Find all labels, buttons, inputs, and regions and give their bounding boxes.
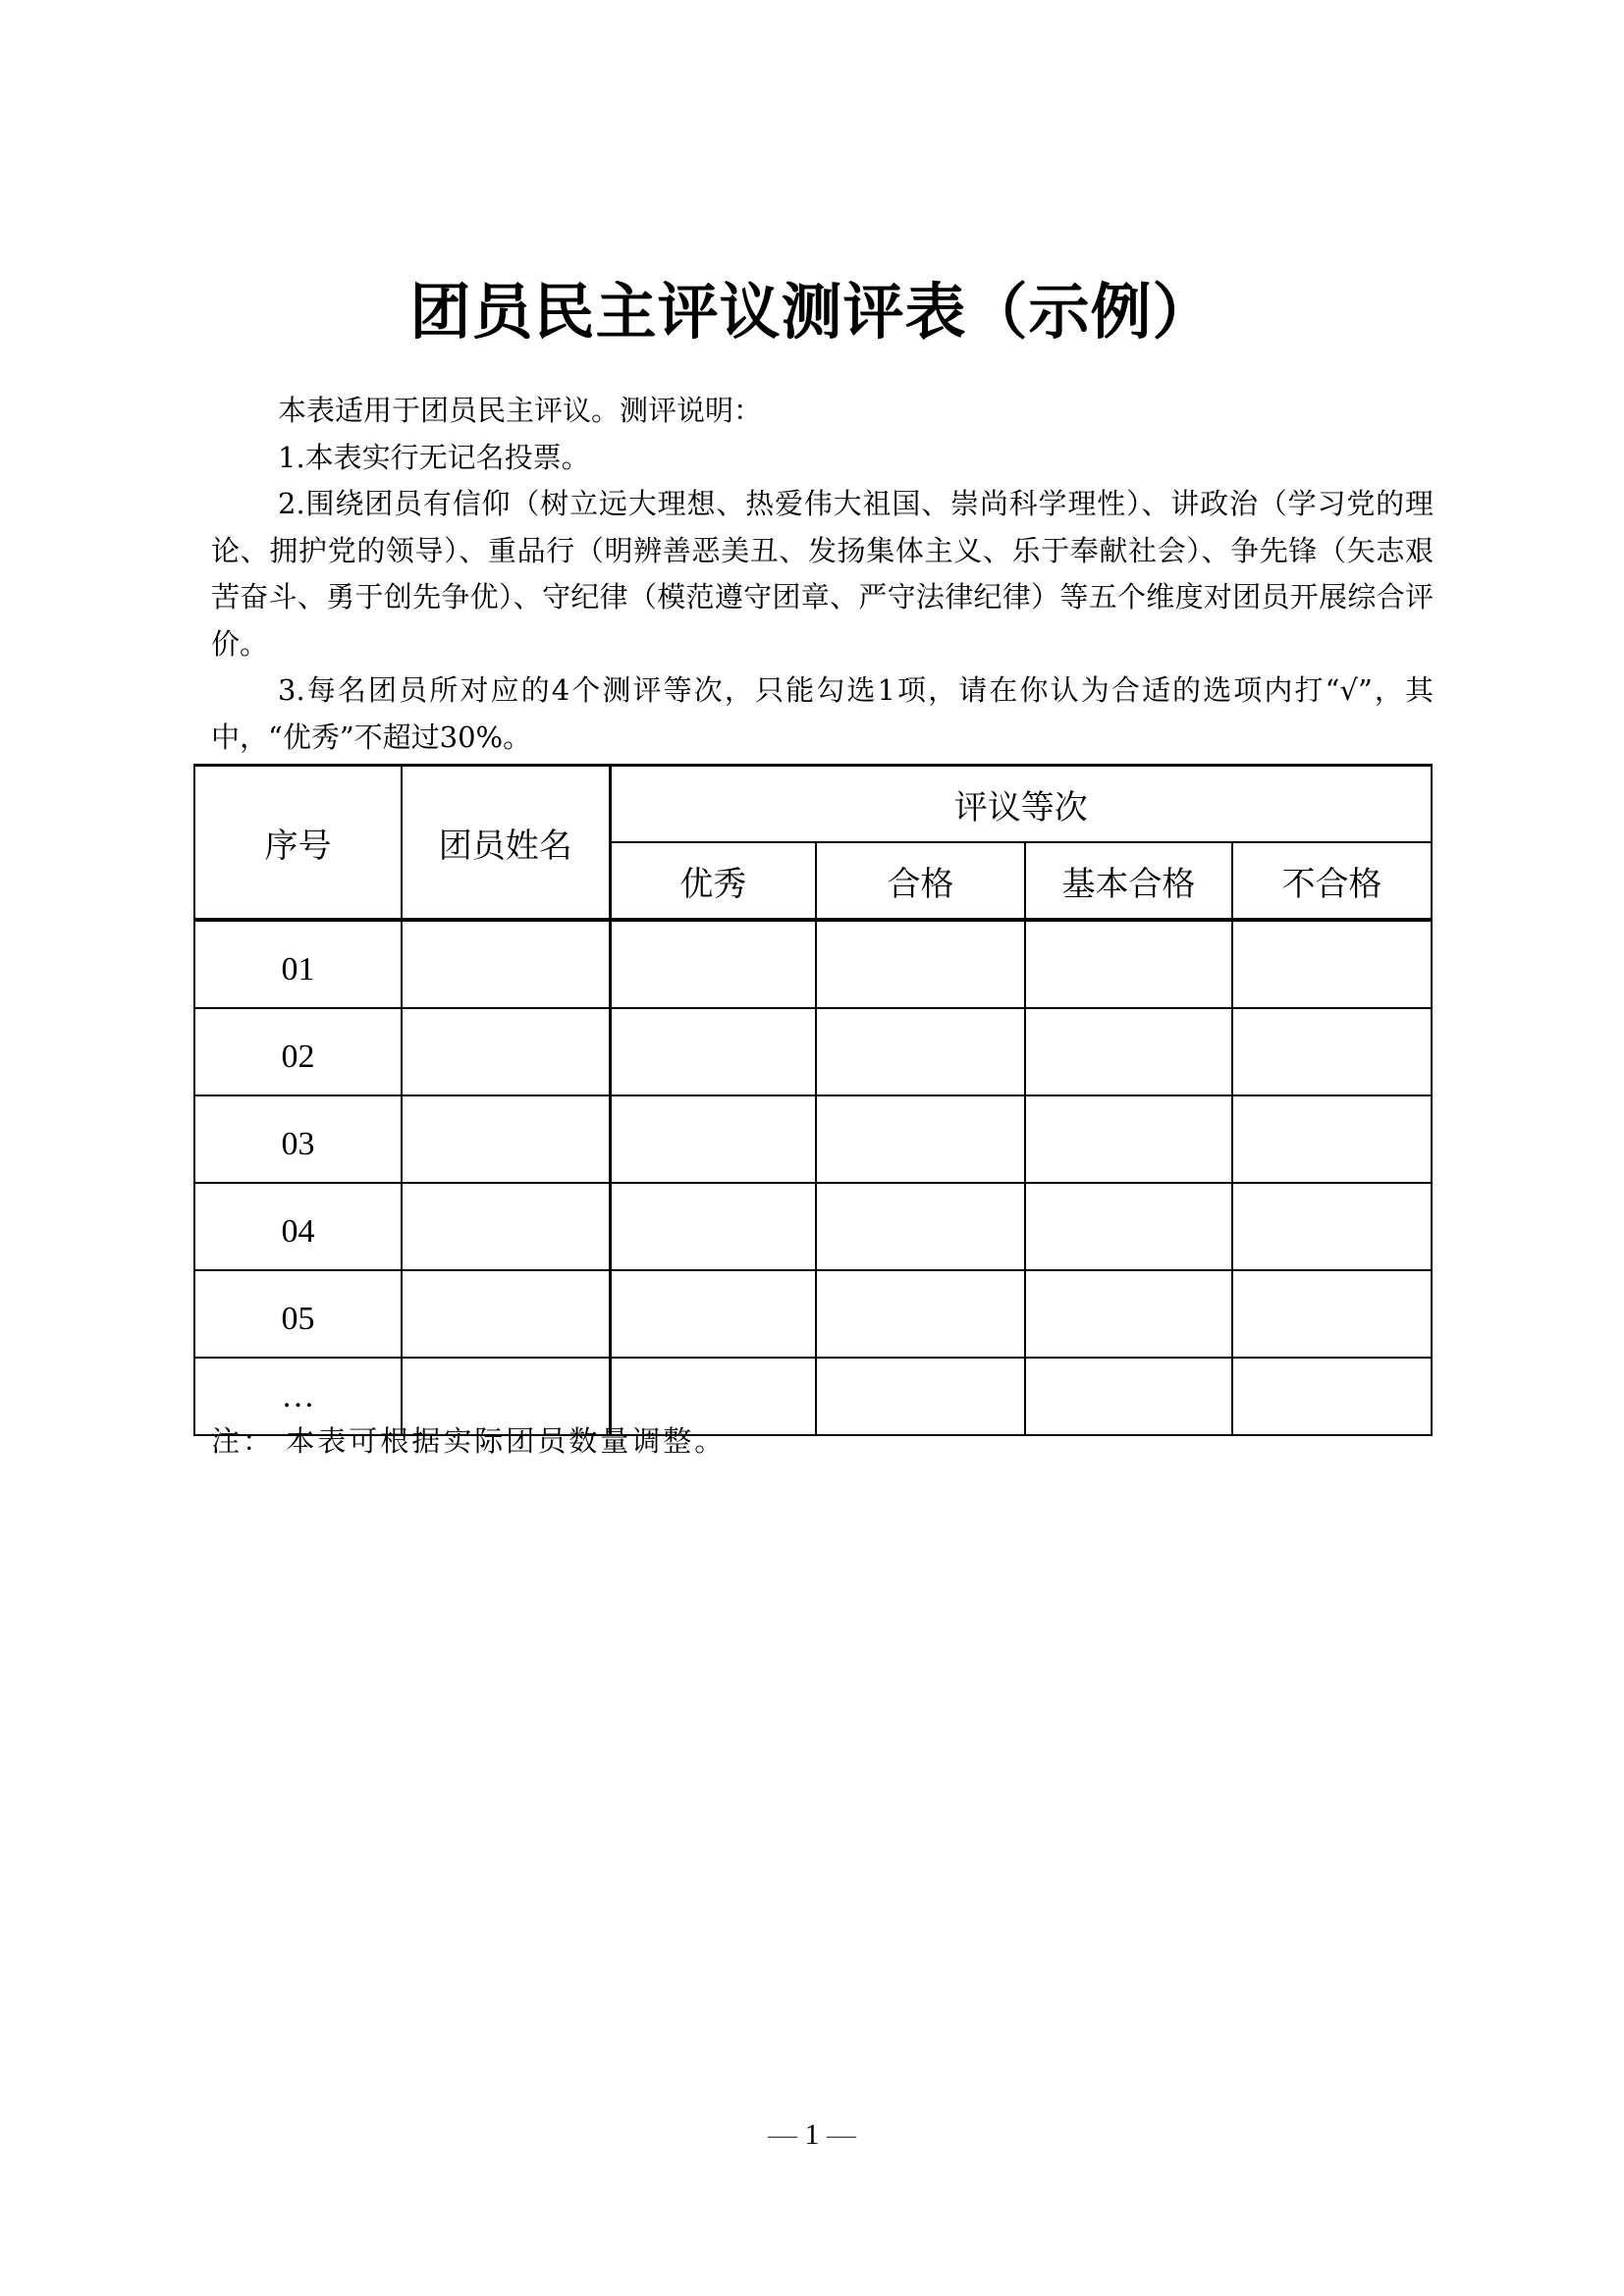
name-cell[interactable] <box>402 1008 610 1095</box>
name-cell[interactable] <box>402 1095 610 1183</box>
excellent-cell[interactable] <box>610 1095 816 1183</box>
qualified-cell[interactable] <box>816 1095 1025 1183</box>
rating-table <box>193 764 1433 1436</box>
table-note: 注： 本表可根据实际团员数量调整。 <box>211 1424 727 1458</box>
instruction-3: 3.每名团员所对应的4个测评等次，只能勾选1项，请在你认为合适的选项内打“√”，其中，“优秀”不超过30%。 <box>211 673 1434 754</box>
qualified-cell[interactable] <box>816 1358 1025 1435</box>
table-row <box>194 1008 1432 1095</box>
table-row <box>194 1183 1432 1270</box>
unqualified-cell[interactable] <box>1232 1008 1432 1095</box>
unqualified-cell[interactable] <box>1232 1358 1432 1435</box>
basic-qualified-cell[interactable] <box>1025 1358 1232 1435</box>
intro-text: 本表适用于团员民主评议。测评说明： <box>278 394 763 427</box>
header-basic-qualified: 基本合格 <box>1025 842 1232 920</box>
header-unqualified: 不合格 <box>1232 842 1432 920</box>
header-seq: 序号 <box>194 766 402 921</box>
instructions-block <box>211 388 1434 761</box>
table-row <box>194 1095 1432 1183</box>
row-seq: 01 <box>194 920 402 1008</box>
basic-qualified-cell[interactable] <box>1025 1270 1232 1358</box>
page-number-footer <box>0 2118 1624 2152</box>
excellent-cell[interactable] <box>610 1183 816 1270</box>
row-seq: 03 <box>194 1095 402 1183</box>
name-cell[interactable] <box>402 920 610 1008</box>
name-cell[interactable] <box>402 1183 610 1270</box>
header-qualified: 合格 <box>816 842 1025 920</box>
qualified-cell[interactable] <box>816 920 1025 1008</box>
header-name: 团员姓名 <box>402 766 610 921</box>
page-dash-right: — <box>827 2118 856 2151</box>
excellent-cell[interactable] <box>610 1270 816 1358</box>
instruction-2: 2.围绕团员有信仰（树立远大理想、热爱伟大祖国、崇尚科学理性）、讲政治（学习党的理论、拥护党的领导）、重品行（明辨善恶美丑、发扬集体主义、乐于奉献社会）、争先锋（矢志艰苦奋斗、勇于创先争优）、守纪律（模范遵守团章、严守法律纪律）等五个维度对团员开展综合评价。 <box>211 487 1434 661</box>
basic-qualified-cell[interactable] <box>1025 1183 1232 1270</box>
excellent-cell[interactable] <box>610 1008 816 1095</box>
row-seq: 02 <box>194 1008 402 1095</box>
unqualified-cell[interactable] <box>1232 1095 1432 1183</box>
instruction-1: 1.本表实行无记名投票。 <box>278 440 590 474</box>
page-dash-left: — <box>768 2118 797 2151</box>
qualified-cell[interactable] <box>816 1183 1025 1270</box>
header-row <box>194 766 1432 843</box>
header-grade-group: 评议等次 <box>610 766 1432 843</box>
row-seq-ellipsis: … <box>194 1358 402 1435</box>
basic-qualified-cell[interactable] <box>1025 1008 1232 1095</box>
row-seq: 04 <box>194 1183 402 1270</box>
unqualified-cell[interactable] <box>1232 1270 1432 1358</box>
header-excellent: 优秀 <box>610 842 816 920</box>
table-row <box>194 920 1432 1008</box>
unqualified-cell[interactable] <box>1232 1183 1432 1270</box>
qualified-cell[interactable] <box>816 1270 1025 1358</box>
qualified-cell[interactable] <box>816 1008 1025 1095</box>
table-row <box>194 1270 1432 1358</box>
row-seq: 05 <box>194 1270 402 1358</box>
name-cell[interactable] <box>402 1270 610 1358</box>
excellent-cell[interactable] <box>610 920 816 1008</box>
page-number: 1 <box>804 2118 820 2151</box>
page-title: 团员民主评议测评表（示例） <box>409 276 1215 347</box>
basic-qualified-cell[interactable] <box>1025 920 1232 1008</box>
basic-qualified-cell[interactable] <box>1025 1095 1232 1183</box>
unqualified-cell[interactable] <box>1232 920 1432 1008</box>
